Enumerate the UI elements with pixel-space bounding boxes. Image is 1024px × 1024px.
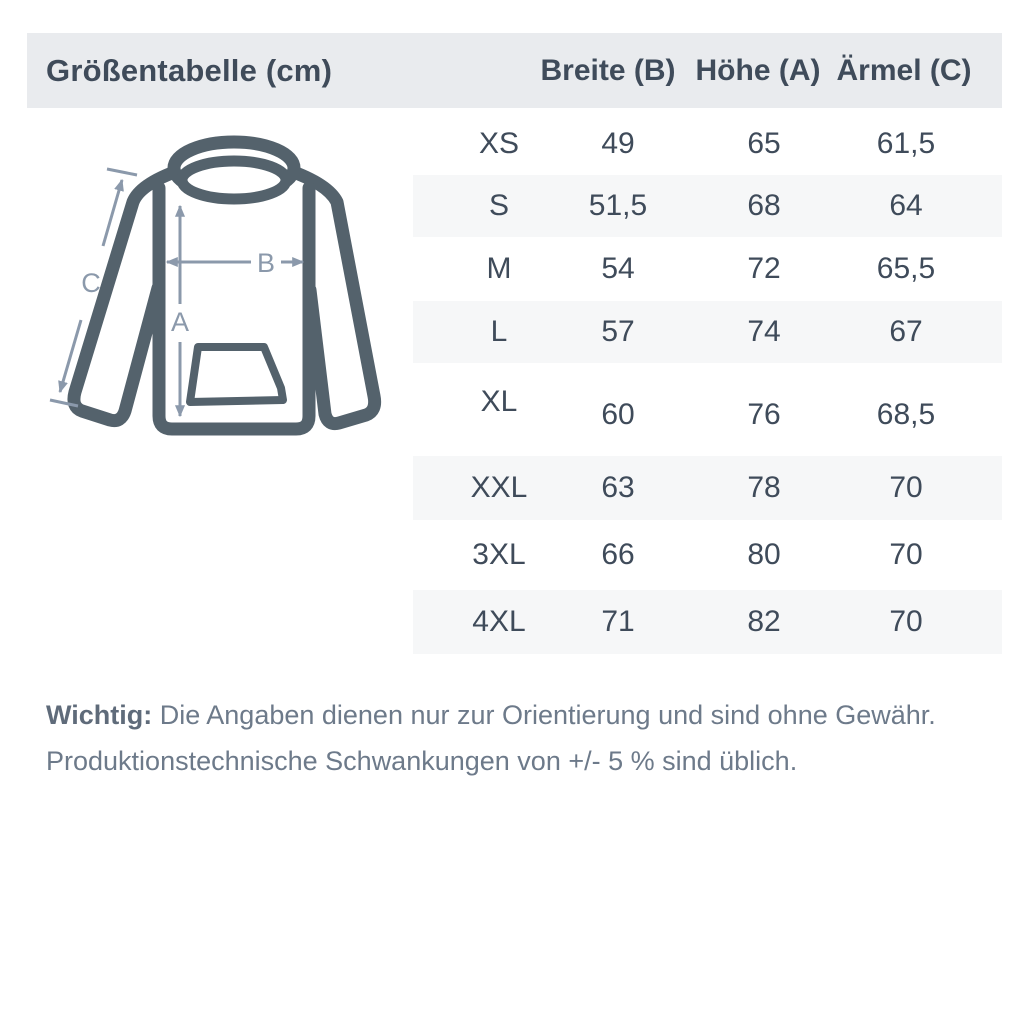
table-row xyxy=(413,456,1002,520)
column-header-aermel: Ärmel (C) xyxy=(836,53,972,87)
hoehe-cell: 82 xyxy=(747,605,781,638)
hoehe-cell: 65 xyxy=(747,127,781,160)
table-row xyxy=(413,113,1002,175)
disclaimer-label: Wichtig: xyxy=(46,700,153,730)
breite-cell: 57 xyxy=(601,315,635,348)
size-cell: 3XL xyxy=(472,538,526,571)
column-header-breite: Breite (B) xyxy=(540,53,676,87)
breite-cell: 54 xyxy=(601,252,635,285)
aermel-cell: 64 xyxy=(889,189,923,222)
aermel-cell: 70 xyxy=(889,605,923,638)
table-row xyxy=(413,520,1002,590)
hoodie-pocket xyxy=(190,347,283,402)
disclaimer-line2: Produktionstechnische Schwankungen von +/- 5 % sind üblich. xyxy=(46,746,798,776)
size-cell: XXL xyxy=(470,471,528,504)
hoehe-cell: 68 xyxy=(747,189,781,222)
breite-cell: 51,5 xyxy=(588,189,648,222)
table-row xyxy=(413,590,1002,654)
aermel-cell: 65,5 xyxy=(876,252,936,285)
hoehe-cell: 76 xyxy=(747,397,781,431)
breite-cell: 60 xyxy=(601,397,635,431)
size-cell: 4XL xyxy=(472,605,526,638)
disclaimer xyxy=(46,692,976,784)
hoehe-cell: 72 xyxy=(747,252,781,285)
hoodie-hood-collar xyxy=(182,161,286,199)
table-row xyxy=(413,363,1002,456)
size-cell: XL xyxy=(480,384,518,418)
aermel-cell: 61,5 xyxy=(876,127,936,160)
hoodie-measurement-diagram xyxy=(40,128,420,458)
hoehe-cell: 80 xyxy=(747,538,781,571)
table-header-band xyxy=(27,33,1002,108)
dim-label-B: B xyxy=(256,248,276,278)
dim-label-C: C xyxy=(81,268,101,298)
column-header-hoehe: Höhe (A) xyxy=(695,53,821,87)
breite-cell: 49 xyxy=(601,127,635,160)
aermel-cell: 68,5 xyxy=(876,397,936,431)
breite-cell: 63 xyxy=(601,471,635,504)
disclaimer-line1: Die Angaben dienen nur zur Orientierung und sind ohne Gewähr. xyxy=(159,700,936,730)
table-row xyxy=(413,237,1002,301)
dim-label-A: A xyxy=(170,307,190,337)
size-table-body xyxy=(413,113,1002,654)
table-row xyxy=(413,301,1002,363)
breite-cell: 66 xyxy=(601,538,635,571)
hoehe-cell: 78 xyxy=(747,471,781,504)
size-cell: XS xyxy=(478,127,520,160)
size-cell: M xyxy=(486,252,512,285)
aermel-cell: 70 xyxy=(889,471,923,504)
hoehe-cell: 74 xyxy=(747,315,781,348)
aermel-cell: 70 xyxy=(889,538,923,571)
aermel-cell: 67 xyxy=(889,315,923,348)
breite-cell: 71 xyxy=(601,605,635,638)
size-cell: S xyxy=(488,189,510,222)
table-row xyxy=(413,175,1002,237)
size-cell: L xyxy=(490,315,508,348)
page-title: Größentabelle (cm) xyxy=(46,52,333,88)
